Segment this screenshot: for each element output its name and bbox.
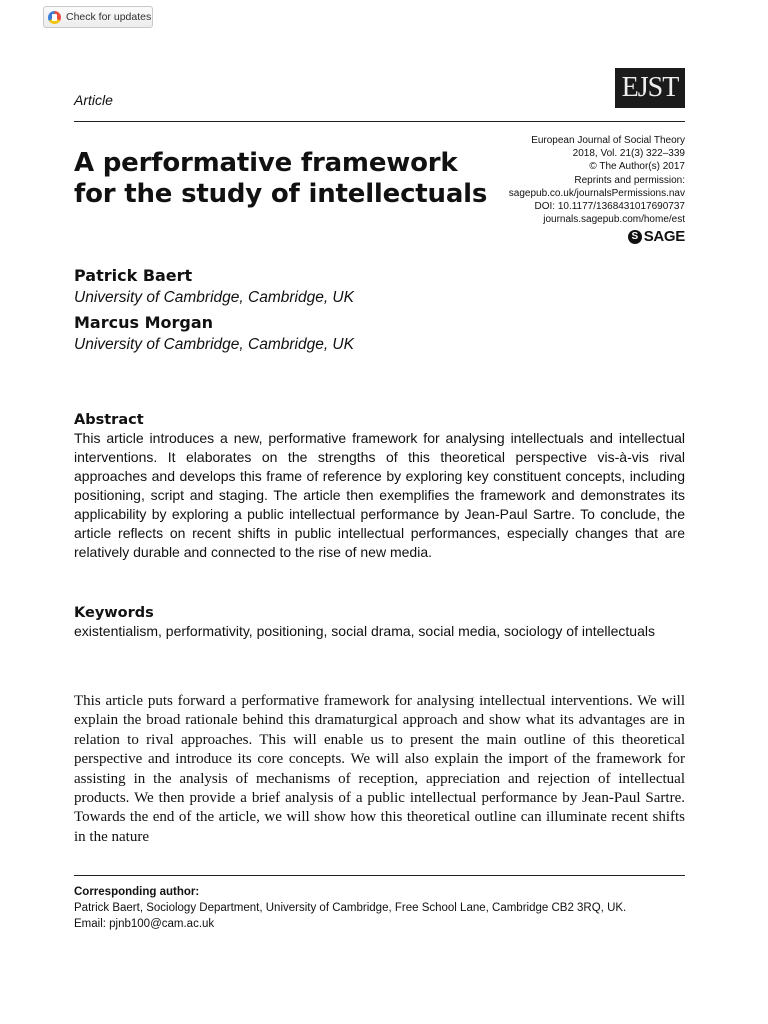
copyright: © The Author(s) 2017 [589, 161, 685, 173]
reprints-label: Reprints and permission: [574, 174, 685, 186]
sage-wordmark: SAGE [643, 228, 685, 245]
journal-info [509, 134, 685, 226]
sage-logo [628, 228, 685, 245]
corresponding-author-note [74, 884, 685, 932]
abstract-text: This article introduces a new, performative framework for analysing intellectuals and intellectual interventions. It elaborates on the strengths of this theoretical perspective vis-à-vis rival approaches and develops this frame of reference by exploring key constituent concepts, including positioning, script and staging. The article then exemplifies the framework and demonstrates its applicability by exploring a public intellectual performance by Jean-Paul Sartre. To conclude, the article reflects on recent shifts in public intellectual performances, especially changes that are relatively durable and connected to the rise of new media. [74, 430, 685, 560]
journal-volume: 2018, Vol. 21(3) 322–339 [572, 148, 685, 160]
abstract-section [74, 411, 685, 562]
abstract-heading: Abstract [74, 412, 144, 428]
permissions-link[interactable]: sagepub.co.uk/journalsPermissions.nav [508, 187, 685, 199]
journal-homepage-link[interactable]: journals.sagepub.com/home/est [543, 214, 685, 226]
corresponding-author-heading: Corresponding author: [74, 886, 200, 898]
header-rule [74, 121, 685, 122]
author-name: Patrick Baert [74, 266, 193, 285]
author-affiliation: University of Cambridge, Cambridge, UK [74, 289, 354, 306]
body-paragraph: This article puts forward a performative framework for analysing intellectual interventions. We will explain the broad rationale behind this dramaturgical approach and show what its advantages are in relation to rival approaches. This will enable us to present the main outline of this theoretical perspective and introduce its core concepts. We will also explain the import of the framework for assisting in the analysis of mechanisms of reception, appreciation and rejection of intellectual products. We then provide a brief analysis of a public intellectual performance by Jean-Paul Sartre. Towards the end of the article, we will show how this theoretical outline can illuminate recent shifts in the nature [74, 693, 685, 845]
crossmark-icon [48, 11, 61, 24]
check-for-updates-button[interactable] [43, 6, 153, 28]
sage-icon: S [628, 230, 642, 244]
author-name: Marcus Morgan [74, 313, 214, 332]
check-for-updates-label: Check for updates [66, 11, 152, 23]
author-1 [74, 265, 354, 309]
doi[interactable]: DOI: 10.1177/1368431017690737 [534, 201, 685, 213]
corresponding-author-address: Patrick Baert, Sociology Department, University of Cambridge, Free School Lane, Cambridge CB2 3RQ, UK. [74, 902, 627, 914]
article-type-label: Article [74, 92, 113, 108]
keywords-heading: Keywords [74, 605, 154, 621]
journal-name: European Journal of Social Theory [531, 135, 685, 146]
keywords-text: existentialism, performativity, positioning, social drama, social media, sociology of intellectuals [74, 623, 655, 639]
footer-rule [74, 875, 685, 876]
paper-title: A performative framework for the study of intellectuals [74, 148, 488, 209]
keywords-section [74, 604, 685, 641]
corresponding-author-email[interactable]: Email: pjnb100@cam.ac.uk [74, 918, 215, 930]
journal-logo: EJST [615, 68, 685, 108]
author-affiliation: University of Cambridge, Cambridge, UK [74, 336, 354, 353]
author-2 [74, 312, 354, 356]
author-list [74, 265, 354, 356]
